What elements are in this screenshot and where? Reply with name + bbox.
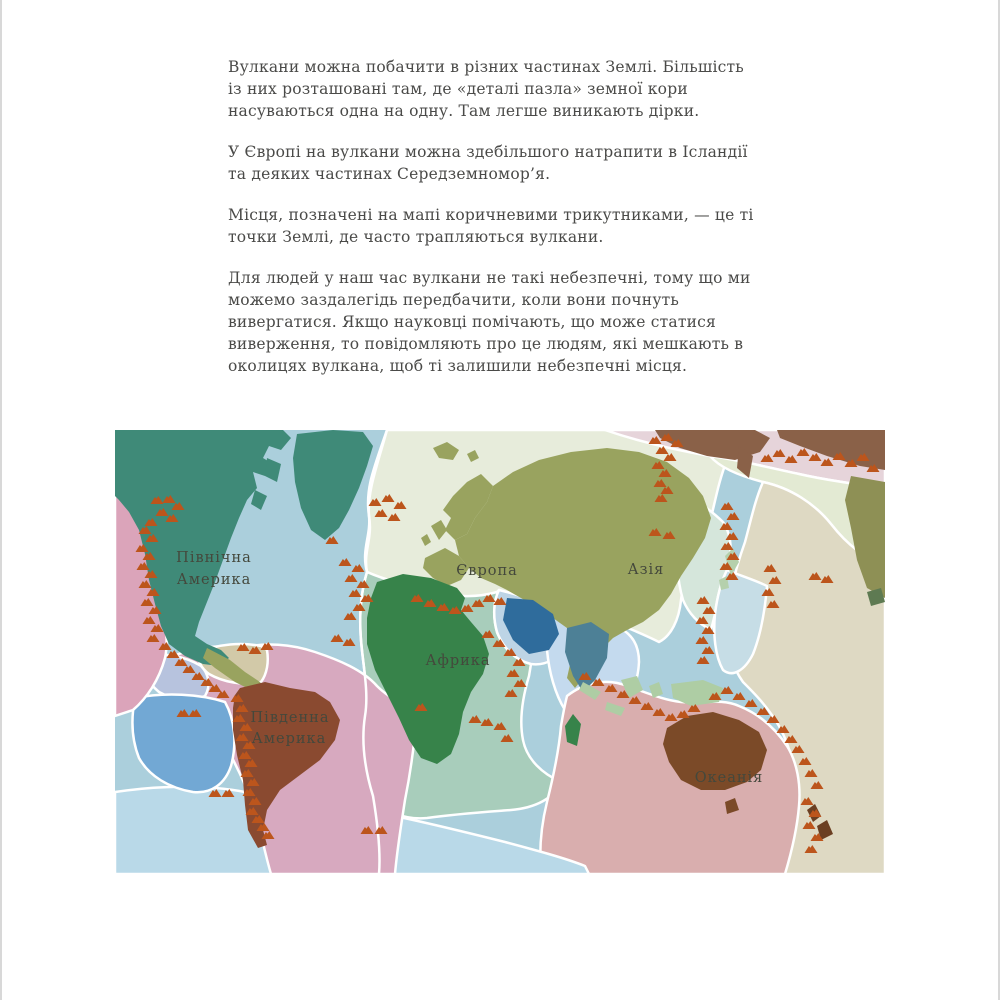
map-svg — [115, 430, 885, 874]
intro-text — [228, 56, 755, 396]
map-label-asia: Азія — [627, 562, 665, 578]
page-edge-left — [0, 0, 2, 1000]
paragraph-2: У Європі на вулкани можна здебільшого натрапити в Ісландії та деяких частинах Середземномор’я. — [228, 143, 748, 183]
paragraph-3: Місця, позначені на мапі коричневими трикутниками, — це ті точки Землі, де часто трапляються вулкани. — [228, 206, 754, 246]
map-label-north-america-1: Північна — [176, 550, 252, 566]
map-label-north-america-2: Америка — [176, 572, 252, 588]
map-label-africa: Африка — [425, 653, 491, 669]
map-label-oceania: Океанія — [694, 770, 764, 786]
map-label-europe: Європа — [456, 563, 518, 579]
paragraph-4: Для людей у наш час вулкани не такі небезпечні, тому що ми можемо заздалегідь передбачити, коли вони почнуть вивергатися. Якщо науковці помічають, що може статися виверження, то повідомляють про це людям, які мешкають в околицях вулкана, щоб ті залишили небезпечні місця. — [228, 269, 751, 375]
map-label-south-america-2: Америка — [251, 731, 327, 747]
paragraph-1: Вулкани можна побачити в різних частинах Землі. Більшість із них розташовані там, де «деталі пазла» земної кори насуваються одна на одну. Там легше виникають дірки. — [228, 58, 744, 120]
map-label-south-america-1: Південна — [250, 710, 330, 726]
world-volcano-map — [115, 430, 885, 874]
